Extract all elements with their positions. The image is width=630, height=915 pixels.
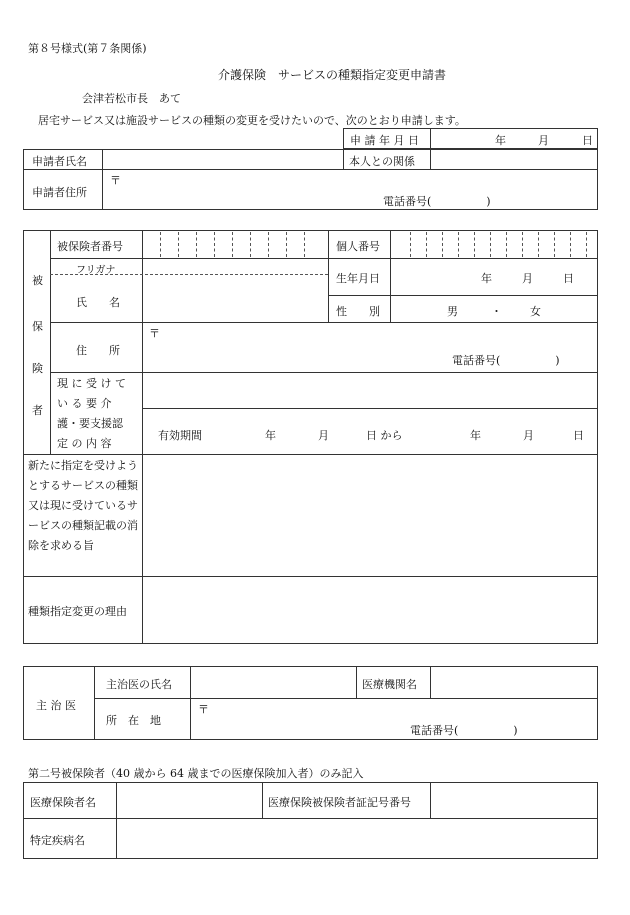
- insured-side-char-4: 者: [32, 404, 43, 417]
- form-number: 第８号様式(第７条関係): [28, 42, 147, 55]
- institution-field[interactable]: [431, 667, 597, 697]
- personal-number-field[interactable]: [391, 231, 597, 257]
- doctor-side-label: 主 治 医: [36, 699, 76, 712]
- new-service-field[interactable]: [143, 455, 597, 575]
- sex-separator: ・: [491, 305, 502, 318]
- applicant-address-label: 申請者住所: [32, 186, 87, 199]
- validity-label: 有効期間: [158, 429, 202, 442]
- addressee: 会津若松市長 あて: [82, 92, 181, 105]
- sex-label: 性 別: [336, 305, 380, 318]
- birth-date-label: 生年月日: [336, 272, 380, 285]
- second-insured-note: 第二号被保険者（40 歳から 64 歳までの医療保険加入者）のみ記入: [28, 767, 364, 780]
- insured-side-char-2: 保: [32, 320, 43, 333]
- applicant-phone: 電話番号( ): [383, 195, 491, 208]
- applicant-postal-mark: 〒: [110, 174, 121, 187]
- validity-day-from: 日 から: [366, 429, 403, 442]
- new-service-label: 新たに指定を受けようとするサービスの種類又は現に受けているサービスの種類記載の消除を求める旨: [28, 459, 138, 552]
- applicant-name-label: 申請者氏名: [32, 155, 87, 168]
- insured-name-label: 氏 名: [76, 296, 120, 309]
- validity-year-1: 年: [265, 429, 276, 442]
- birth-month-unit: 月: [522, 272, 533, 285]
- insurer-name-label: 医療保険者名: [30, 796, 96, 809]
- insurer-name-field[interactable]: [117, 783, 261, 817]
- insured-name-field[interactable]: [143, 259, 327, 321]
- doctor-address-label: 所 在 地: [106, 714, 161, 727]
- disease-label: 特定疾病名: [30, 834, 85, 847]
- validity-month-1: 月: [318, 429, 329, 442]
- applicant-name-field[interactable]: [104, 150, 341, 168]
- insured-side-char-1: 被: [32, 274, 43, 287]
- birth-year-unit: 年: [481, 272, 492, 285]
- application-month-unit: 月: [538, 134, 549, 147]
- relation-label: 本人との関係: [349, 155, 415, 168]
- insured-phone: 電話番号( ): [452, 354, 560, 367]
- doctor-name-field[interactable]: [191, 667, 355, 697]
- validity-month-2: 月: [523, 429, 534, 442]
- care-label-line-2: い る 要 介: [57, 397, 112, 410]
- reason-label: 種類指定変更の理由: [28, 605, 127, 618]
- application-date-label: 申 請 年 月 日: [350, 134, 419, 147]
- disease-field[interactable]: [117, 819, 597, 858]
- institution-label: 医療機関名: [362, 678, 417, 691]
- care-label-line-3: 護・要支援認: [57, 417, 123, 430]
- care-label-line-1: 現 に 受 け て: [57, 377, 126, 390]
- application-day-unit: 日: [582, 134, 593, 147]
- birth-day-unit: 日: [563, 272, 574, 285]
- sex-female-option[interactable]: 女: [530, 305, 541, 318]
- insured-address-label: 住 所: [76, 344, 120, 357]
- reason-field[interactable]: [143, 577, 597, 643]
- relation-field[interactable]: [432, 150, 596, 168]
- validity-year-2: 年: [470, 429, 481, 442]
- insurance-card-field[interactable]: [431, 783, 597, 817]
- intro-text: 居宅サービス又は施設サービスの種類の変更を受けたいので、次のとおり申請します。: [38, 114, 466, 127]
- insurance-card-label: 医療保険被保険者証記号番号: [268, 796, 411, 809]
- doctor-name-label: 主治医の氏名: [106, 678, 172, 691]
- form-title: 介護保険 サービスの種類指定変更申請書: [218, 68, 447, 82]
- insured-number-label: 被保険者番号: [57, 240, 123, 253]
- sex-male-option[interactable]: 男: [447, 305, 458, 318]
- insured-postal-mark: 〒: [149, 327, 160, 340]
- furigana-label: フリガナ: [76, 265, 116, 276]
- care-level-field[interactable]: [143, 373, 597, 407]
- application-year-unit: 年: [495, 134, 506, 147]
- personal-number-label: 個人番号: [336, 240, 380, 253]
- insured-side-char-3: 険: [32, 362, 43, 375]
- insured-number-field[interactable]: [143, 231, 327, 257]
- validity-day-2: 日: [573, 429, 584, 442]
- care-label-line-4: 定 の 内 容: [57, 437, 112, 450]
- doctor-postal-mark: 〒: [198, 703, 209, 716]
- doctor-phone: 電話番号( ): [410, 724, 518, 737]
